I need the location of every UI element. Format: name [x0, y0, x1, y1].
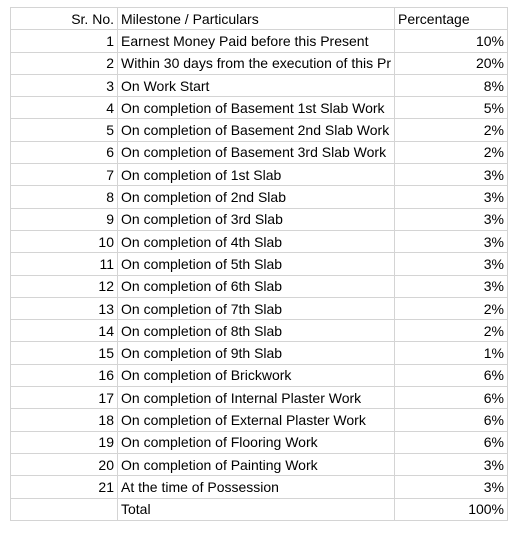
cell-percentage[interactable]: 3%	[395, 208, 508, 230]
cell-sr-no[interactable]: 11	[11, 253, 118, 275]
cell-sr-no[interactable]: 4	[11, 97, 118, 119]
cell-percentage[interactable]: 6%	[395, 387, 508, 409]
cell-milestone[interactable]: Within 30 days from the execution of this Pr	[118, 52, 395, 74]
cell-milestone[interactable]: On completion of Painting Work	[118, 453, 395, 475]
table-row	[11, 230, 508, 252]
cell-percentage[interactable]: 3%	[395, 230, 508, 252]
cell-sr-no[interactable]: 17	[11, 387, 118, 409]
table-row	[11, 30, 508, 52]
cell-sr-no[interactable]: 12	[11, 275, 118, 297]
table-row	[11, 119, 508, 141]
cell-percentage[interactable]: 2%	[395, 320, 508, 342]
table-row	[11, 387, 508, 409]
total-label[interactable]: Total	[118, 498, 395, 520]
table-row	[11, 208, 508, 230]
cell-sr-no[interactable]: 18	[11, 409, 118, 431]
table-row	[11, 320, 508, 342]
cell-sr-no[interactable]: 2	[11, 52, 118, 74]
cell-milestone[interactable]: On completion of 3rd Slab	[118, 208, 395, 230]
cell-milestone[interactable]: On completion of 9th Slab	[118, 342, 395, 364]
cell-milestone[interactable]: On completion of Basement 1st Slab Work	[118, 97, 395, 119]
table-row	[11, 297, 508, 319]
cell-milestone[interactable]: On completion of 4th Slab	[118, 230, 395, 252]
table-row	[11, 431, 508, 453]
table-row	[11, 164, 508, 186]
cell-sr-no[interactable]: 5	[11, 119, 118, 141]
table-row	[11, 253, 508, 275]
header-percentage[interactable]: Percentage	[395, 8, 508, 30]
cell-sr-no[interactable]: 1	[11, 30, 118, 52]
header-row	[11, 8, 508, 30]
header-milestone[interactable]: Milestone / Particulars	[118, 8, 395, 30]
cell-sr-no[interactable]: 14	[11, 320, 118, 342]
cell-milestone[interactable]: On completion of Brickwork	[118, 364, 395, 386]
table-row	[11, 97, 508, 119]
cell-milestone[interactable]: On completion of 6th Slab	[118, 275, 395, 297]
cell-percentage[interactable]: 6%	[395, 409, 508, 431]
cell-sr-no[interactable]: 21	[11, 476, 118, 498]
table-row	[11, 453, 508, 475]
cell-milestone[interactable]: On completion of 7th Slab	[118, 297, 395, 319]
table-body	[11, 8, 508, 521]
cell-sr-no[interactable]: 3	[11, 74, 118, 96]
cell-sr-no[interactable]: 16	[11, 364, 118, 386]
milestone-payment-table	[10, 7, 508, 521]
table-row	[11, 141, 508, 163]
cell-milestone[interactable]: On completion of 1st Slab	[118, 164, 395, 186]
cell-milestone[interactable]: On completion of Internal Plaster Work	[118, 387, 395, 409]
cell-percentage[interactable]: 10%	[395, 30, 508, 52]
cell-percentage[interactable]: 2%	[395, 119, 508, 141]
total-sr-cell[interactable]	[11, 498, 118, 520]
table-row	[11, 409, 508, 431]
table-row	[11, 186, 508, 208]
cell-percentage[interactable]: 3%	[395, 253, 508, 275]
cell-milestone[interactable]: On Work Start	[118, 74, 395, 96]
total-row	[11, 498, 508, 520]
cell-sr-no[interactable]: 9	[11, 208, 118, 230]
cell-milestone[interactable]: On completion of External Plaster Work	[118, 409, 395, 431]
cell-percentage[interactable]: 3%	[395, 186, 508, 208]
cell-milestone[interactable]: On completion of Basement 3rd Slab Work	[118, 141, 395, 163]
cell-milestone[interactable]: Earnest Money Paid before this Present	[118, 30, 395, 52]
cell-percentage[interactable]: 2%	[395, 141, 508, 163]
cell-percentage[interactable]: 3%	[395, 453, 508, 475]
cell-percentage[interactable]: 8%	[395, 74, 508, 96]
cell-percentage[interactable]: 2%	[395, 297, 508, 319]
cell-percentage[interactable]: 6%	[395, 364, 508, 386]
cell-milestone[interactable]: On completion of 5th Slab	[118, 253, 395, 275]
table-row	[11, 52, 508, 74]
cell-sr-no[interactable]: 19	[11, 431, 118, 453]
table-row	[11, 342, 508, 364]
cell-percentage[interactable]: 6%	[395, 431, 508, 453]
cell-sr-no[interactable]: 7	[11, 164, 118, 186]
cell-milestone[interactable]: At the time of Possession	[118, 476, 395, 498]
cell-milestone[interactable]: On completion of 8th Slab	[118, 320, 395, 342]
cell-percentage[interactable]: 3%	[395, 476, 508, 498]
cell-milestone[interactable]: On completion of 2nd Slab	[118, 186, 395, 208]
cell-percentage[interactable]: 3%	[395, 275, 508, 297]
cell-percentage[interactable]: 3%	[395, 164, 508, 186]
header-sr-no[interactable]: Sr. No.	[11, 8, 118, 30]
table-row	[11, 364, 508, 386]
cell-milestone[interactable]: On completion of Basement 2nd Slab Work	[118, 119, 395, 141]
cell-percentage[interactable]: 1%	[395, 342, 508, 364]
cell-percentage[interactable]: 5%	[395, 97, 508, 119]
cell-milestone[interactable]: On completion of Flooring Work	[118, 431, 395, 453]
cell-sr-no[interactable]: 10	[11, 230, 118, 252]
table-row	[11, 476, 508, 498]
cell-percentage[interactable]: 20%	[395, 52, 508, 74]
table-row	[11, 275, 508, 297]
cell-sr-no[interactable]: 13	[11, 297, 118, 319]
table-row	[11, 74, 508, 96]
cell-sr-no[interactable]: 20	[11, 453, 118, 475]
cell-sr-no[interactable]: 15	[11, 342, 118, 364]
total-percentage[interactable]: 100%	[395, 498, 508, 520]
cell-sr-no[interactable]: 6	[11, 141, 118, 163]
cell-sr-no[interactable]: 8	[11, 186, 118, 208]
